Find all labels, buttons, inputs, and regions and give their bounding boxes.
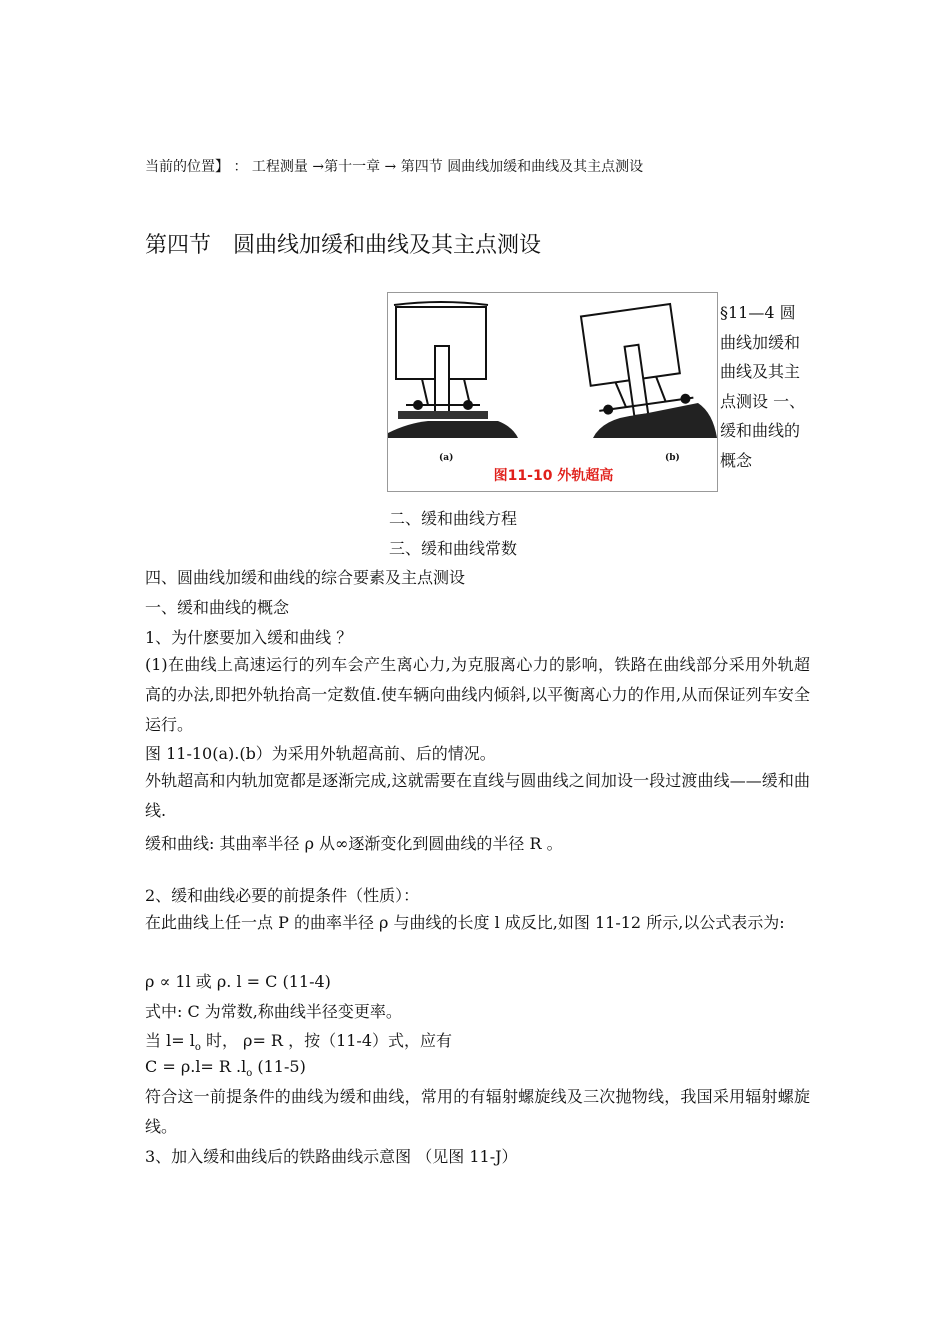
paragraph-centrifugal: (1)在曲线上高速运行的列车会产生离心力,为克服离心力的影响，铁路在曲线部分采用外轨超高的办法,即把外轨抬高一定数值.使车辆向曲线内倾斜,以平衡离心力的作用,从而保证列车安全运行。	[145, 655, 810, 734]
breadcrumb-link-survey[interactable]: 工程测量	[251, 159, 308, 175]
breadcrumb-link-chapter[interactable]: →第十一章	[312, 159, 381, 175]
constant-definition: 式中: C 为常数,称曲线半径变更率。	[145, 1002, 402, 1021]
conditions-heading: 2、缓和曲线必要的前提条件（性质）：	[145, 886, 420, 905]
figure-superelevation	[387, 292, 718, 492]
figure-title: 图11-10 外轨超高	[493, 468, 614, 484]
breadcrumb-current: 圆曲线加缓和曲线及其主点测设	[447, 159, 644, 175]
question-heading: 1、为什麽要加入缓和曲线 ？	[145, 628, 353, 647]
breadcrumb-arrow: →	[384, 159, 397, 175]
toc-item-equation[interactable]: 二、缓和曲线方程	[389, 509, 518, 528]
definition-line: 缓和曲线: 其曲率半径 ρ 从∞逐渐变化到圆曲线的半径 R 。	[145, 834, 563, 853]
formula-11-4: ρ ∝ 1l 或 ρ. l = C (11-4)	[145, 972, 331, 991]
side-note: §11—4 圆曲线加缓和曲线及其主点测设 一、缓和曲线的概念	[720, 303, 806, 470]
paragraph-curvature: 在此曲线上任一点 P 的曲率半径 ρ 与曲线的长度 l 成反比,如图 11-12 所示,以公式表示为:	[145, 913, 785, 932]
condition-line: 当 $l= l_o$ 时， ρ= R ，按（11-4）式，应有	[145, 1031, 453, 1053]
toc-item-elements[interactable]: 四、圆曲线加缓和曲线的综合要素及主点测设	[145, 568, 466, 587]
paragraph-spiral: 符合这一前提条件的曲线为缓和曲线，常用的有辐射螺旋线及三次抛物线，我国采用辐射螺旋线。	[145, 1087, 810, 1136]
formula-11-5: C = ρ.l= R $.l_o$ (11-5)	[145, 1057, 306, 1079]
diagram-heading: 3、加入缓和曲线后的铁路曲线示意图 （见图 11-J）	[145, 1147, 518, 1166]
section-heading-concept: 一、缓和曲线的概念	[145, 598, 290, 617]
breadcrumb-prefix: 当前的位置】 ：	[145, 159, 248, 175]
toc-item-constants[interactable]: 三、缓和曲线常数	[389, 539, 518, 558]
figure-label-a: (a)	[439, 453, 454, 463]
figure-reference: 图 11-10(a).(b）为采用外轨超高前、后的情况。	[145, 744, 496, 763]
figure-label-b: (b)	[665, 453, 680, 463]
paragraph-transition: 外轨超高和内轨加宽都是逐渐完成,这就需要在直线与圆曲线之间加设一段过渡曲线——缓和曲线.	[145, 771, 810, 820]
breadcrumb	[145, 156, 643, 176]
breadcrumb-section[interactable]: 第四节	[400, 159, 443, 175]
railway-car-illustration	[388, 293, 717, 463]
page-title: 第四节 圆曲线加缓和曲线及其主点测设	[145, 233, 542, 258]
